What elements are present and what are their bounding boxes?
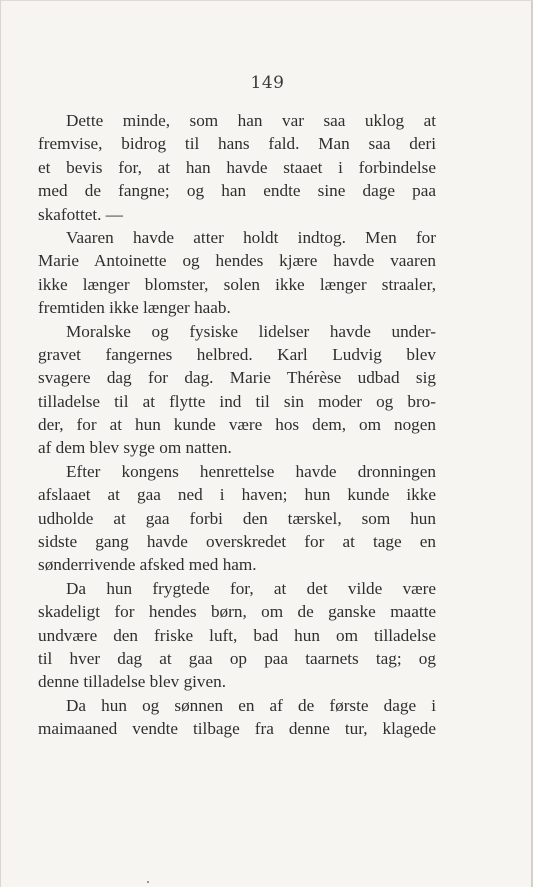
text-line: gravet fangernes helbred. Karl Ludvig blev: [38, 344, 436, 364]
text-line: fremtiden ikke længer haab.: [38, 298, 231, 318]
text-line: Vaaren havde atter holdt indtog. Men for: [66, 227, 436, 247]
text-line: afslaaet at gaa ned i haven; hun kunde ikke: [38, 485, 436, 505]
text-line: sidste gang havde overskredet for at tage en: [38, 532, 436, 552]
text-line: til hver dag at gaa op paa taarnets tag; og: [38, 648, 436, 668]
text-line: Dette minde, som han var saa uklog at: [66, 111, 436, 130]
text-line: sønderrivende afsked med ham.: [38, 555, 257, 575]
text-line: tilladelse til at flytte ind til sin moder og bro-: [38, 391, 436, 411]
text-line: skadeligt for hendes børn, om de ganske maatte: [38, 602, 436, 622]
body-text: [38, 109, 436, 741]
text-line: Da hun frygtede for, at det vilde være: [66, 578, 436, 598]
text-line: udholde at gaa forbi den tærskel, som hun: [38, 508, 436, 528]
text-line: Moralske og fysiske lidelser havde under-: [66, 321, 436, 341]
text-line: denne tilladelse blev given.: [38, 672, 227, 692]
text-line: skafottet. —: [38, 204, 123, 224]
page-number: 149: [250, 73, 285, 93]
paper-speck: [147, 881, 149, 883]
text-line: Marie Antoinette og hendes kjære havde vaaren: [38, 251, 436, 271]
text-line: svagere dag for dag. Marie Thérèse udbad sig: [38, 368, 436, 388]
text-line: fremvise, bidrog til hans fald. Man saa deri: [38, 134, 436, 154]
text-line: Da hun og sønnen en af de første dage i: [66, 695, 436, 715]
text-line: Efter kongens henrettelse havde dronningen: [66, 461, 436, 481]
text-line: med de fangne; og han endte sine dage paa: [38, 181, 436, 201]
text-line: et bevis for, at han havde staaet i forbindelse: [38, 157, 436, 177]
text-line: ikke længer blomster, solen ikke længer straaler,: [38, 274, 436, 294]
text-line: af dem blev syge om natten.: [38, 438, 232, 458]
text-line: undvære den friske luft, bad hun om tilladelse: [38, 625, 436, 645]
text-line: der, for at hun kunde være hos dem, om nogen: [38, 415, 436, 435]
text-line: maimaaned vendte tilbage fra denne tur, klagede: [38, 719, 436, 739]
